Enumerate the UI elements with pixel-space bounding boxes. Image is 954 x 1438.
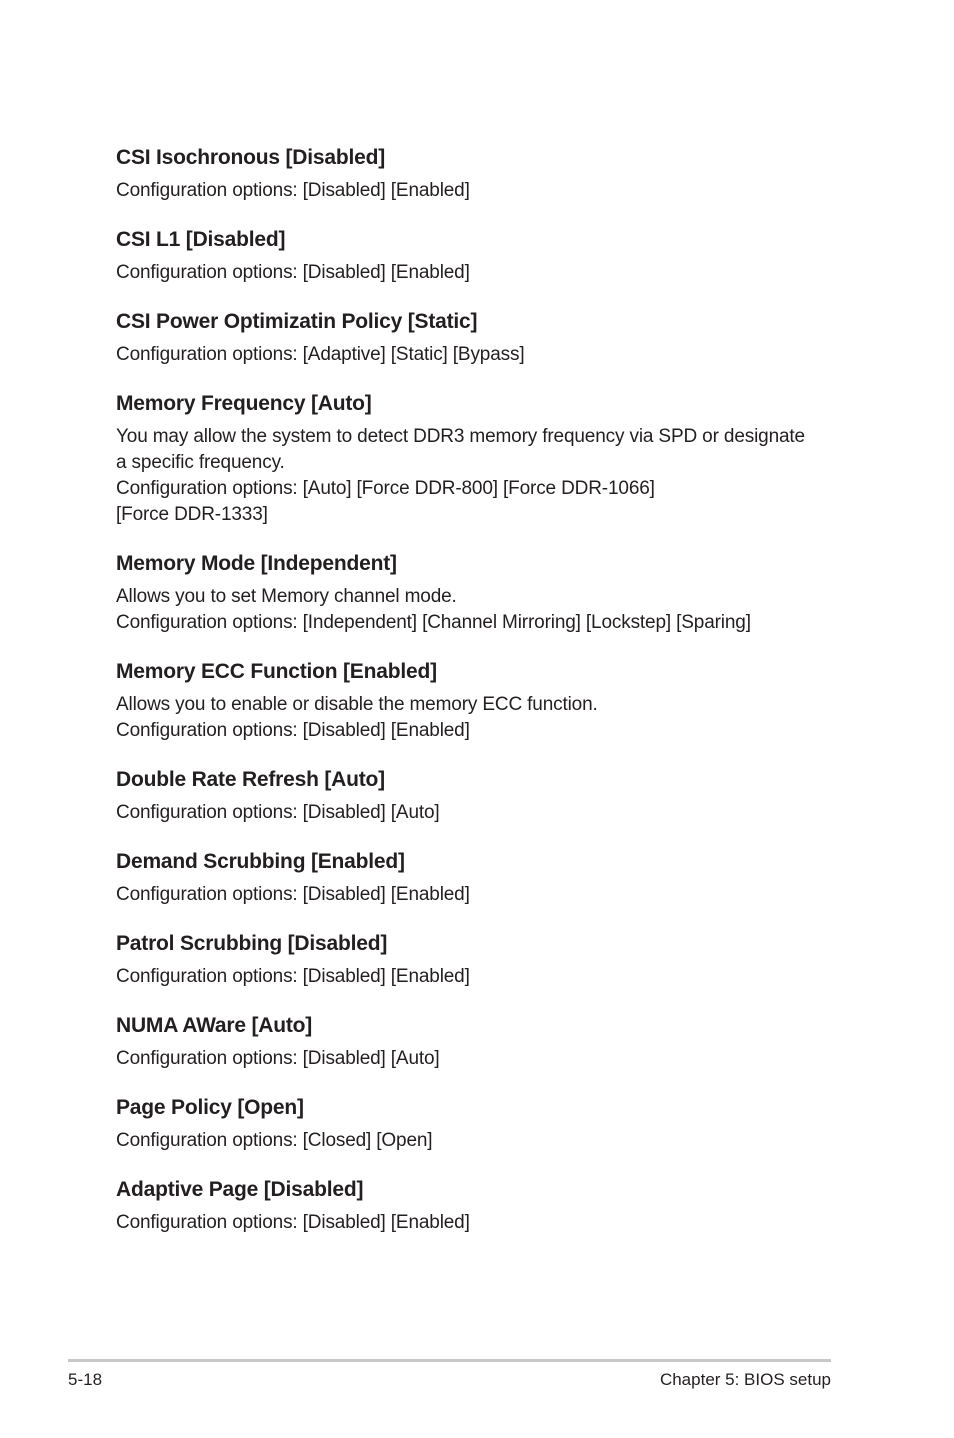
section-csi-l1 bbox=[116, 226, 836, 286]
section-heading: Memory ECC Function [Enabled] bbox=[116, 660, 437, 683]
section-heading: Memory Mode [Independent] bbox=[116, 552, 397, 575]
section-text: Configuration options: [Independent] [Channel Mirroring] [Lockstep] [Sparing] bbox=[116, 612, 751, 633]
section-text: Configuration options: [Disabled] [Enabled] bbox=[116, 262, 470, 283]
section-text: Configuration options: [Disabled] [Enabled] bbox=[116, 884, 470, 905]
section-heading: CSI L1 [Disabled] bbox=[116, 228, 286, 251]
section-double-rate-refresh bbox=[116, 766, 836, 826]
section-text: Configuration options: [Disabled] [Enabled] bbox=[116, 720, 470, 741]
section-demand-scrubbing bbox=[116, 848, 836, 908]
section-text: Allows you to set Memory channel mode. bbox=[116, 586, 457, 607]
section-memory-frequency bbox=[116, 390, 836, 528]
section-page-policy bbox=[116, 1094, 836, 1154]
section-text: Configuration options: [Disabled] [Enabled] bbox=[116, 180, 470, 201]
section-heading: Adaptive Page [Disabled] bbox=[116, 1178, 364, 1201]
section-text: Allows you to enable or disable the memory ECC function. bbox=[116, 694, 598, 715]
section-csi-isochronous bbox=[116, 144, 836, 204]
section-text: a specific frequency. bbox=[116, 452, 285, 473]
section-heading: NUMA AWare [Auto] bbox=[116, 1014, 313, 1037]
section-text: Configuration options: [Disabled] [Enabled] bbox=[116, 966, 470, 987]
section-heading: Patrol Scrubbing [Disabled] bbox=[116, 932, 388, 955]
section-text: Configuration options: [Disabled] [Enabled] bbox=[116, 1212, 470, 1233]
section-heading: Memory Frequency [Auto] bbox=[116, 392, 372, 415]
section-heading: CSI Isochronous [Disabled] bbox=[116, 146, 385, 169]
section-heading: CSI Power Optimizatin Policy [Static] bbox=[116, 310, 478, 333]
section-text: [Force DDR-1333] bbox=[116, 504, 268, 525]
footer-divider bbox=[68, 1359, 831, 1362]
section-heading: Double Rate Refresh [Auto] bbox=[116, 768, 385, 791]
page-number: 5-18 bbox=[68, 1370, 103, 1389]
section-text: Configuration options: [Disabled] [Auto] bbox=[116, 1048, 440, 1069]
section-csi-power-policy bbox=[116, 308, 836, 368]
section-memory-mode bbox=[116, 550, 836, 636]
section-text: Configuration options: [Closed] [Open] bbox=[116, 1130, 433, 1151]
section-adaptive-page bbox=[116, 1176, 836, 1236]
section-numa-aware bbox=[116, 1012, 836, 1072]
section-heading: Page Policy [Open] bbox=[116, 1096, 304, 1119]
section-heading: Demand Scrubbing [Enabled] bbox=[116, 850, 405, 873]
section-text: Configuration options: [Adaptive] [Static] [Bypass] bbox=[116, 344, 525, 365]
section-text: Configuration options: [Auto] [Force DDR-800] [Force DDR-1066] bbox=[116, 478, 655, 499]
section-patrol-scrubbing bbox=[116, 930, 836, 990]
chapter-title: Chapter 5: BIOS setup bbox=[659, 1370, 831, 1389]
section-memory-ecc bbox=[116, 658, 836, 744]
section-text: You may allow the system to detect DDR3 memory frequency via SPD or designate bbox=[116, 426, 805, 447]
document-body bbox=[116, 144, 836, 1236]
section-text: Configuration options: [Disabled] [Auto] bbox=[116, 802, 440, 823]
